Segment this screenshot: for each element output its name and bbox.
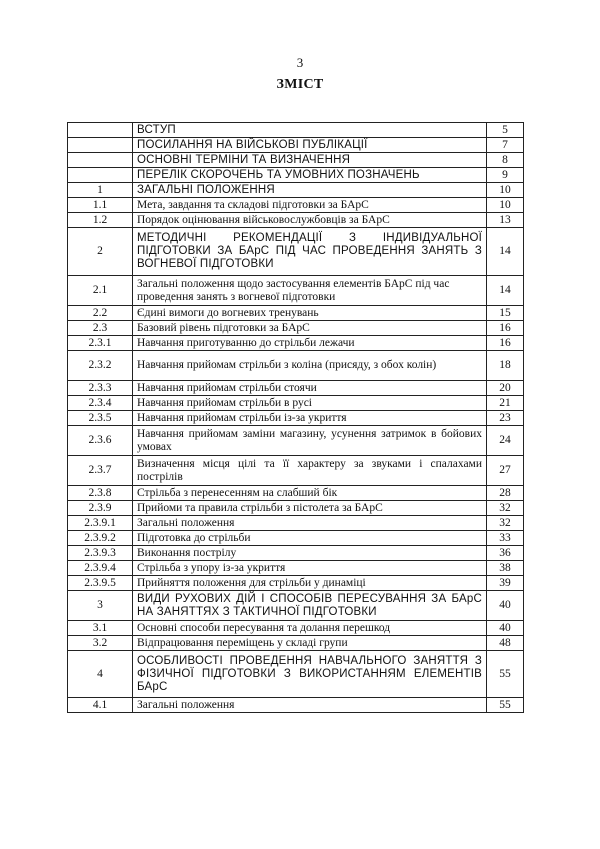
toc-page-number: 8 — [487, 153, 524, 168]
toc-row — [68, 501, 524, 516]
toc-page-number: 13 — [487, 213, 524, 228]
toc-section-number: 2.3.5 — [68, 411, 133, 426]
toc-row — [68, 576, 524, 591]
toc-section-title: Відпрацювання переміщень у складі групи — [133, 636, 487, 651]
toc-section-title: Загальні положення — [133, 698, 487, 713]
toc-page-number: 7 — [487, 138, 524, 153]
toc-section-title: ВИДИ РУХОВИХ ДІЙ І СПОСОБІВ ПЕРЕСУВАННЯ ЗА БАрС НА ЗАНЯТТЯХ З ТАКТИЧНОЇ ПІДГОТОВКИ — [133, 591, 487, 621]
toc-section-title: Прийняття положення для стрільби у динаміці — [133, 576, 487, 591]
toc-section-number: 3.2 — [68, 636, 133, 651]
toc-row — [68, 351, 524, 381]
toc-section-title: Виконання пострілу — [133, 546, 487, 561]
toc-section-title: Навчання прийомам стрільби із-за укриття — [133, 411, 487, 426]
toc-section-number: 3 — [68, 591, 133, 621]
toc-section-title: Єдині вимоги до вогневих тренувань — [133, 306, 487, 321]
toc-row — [68, 621, 524, 636]
toc-section-title: Базовий рівень підготовки за БАрС — [133, 321, 487, 336]
toc-section-number: 2.3.9.2 — [68, 531, 133, 546]
toc-page-number: 20 — [487, 381, 524, 396]
toc-section-title: Навчання приготуванню до стрільби лежачи — [133, 336, 487, 351]
toc-page-number: 32 — [487, 501, 524, 516]
toc-section-title: Загальні положення щодо застосування елементів БАрС під час проведення занять з вогневої підготовки — [133, 276, 487, 306]
toc-section-number: 2.3.9.3 — [68, 546, 133, 561]
toc-section-number: 2.2 — [68, 306, 133, 321]
toc-page-number: 16 — [487, 321, 524, 336]
toc-section-title: Основні способи пересування та долання перешкод — [133, 621, 487, 636]
toc-section-title: ЗАГАЛЬНІ ПОЛОЖЕННЯ — [133, 183, 487, 198]
toc-page-number: 55 — [487, 651, 524, 698]
toc-section-title: Стрільба з перенесенням на слабший бік — [133, 486, 487, 501]
toc-section-title: ПОСИЛАННЯ НА ВІЙСЬКОВІ ПУБЛІКАЦІЇ — [133, 138, 487, 153]
toc-row — [68, 411, 524, 426]
toc-page-number: 36 — [487, 546, 524, 561]
toc-section-title: Прийоми та правила стрільби з пістолета за БАрС — [133, 501, 487, 516]
toc-section-title: Підготовка до стрільби — [133, 531, 487, 546]
toc-page-number: 27 — [487, 456, 524, 486]
toc-row — [68, 198, 524, 213]
toc-section-title: ОСНОВНІ ТЕРМІНИ ТА ВИЗНАЧЕННЯ — [133, 153, 487, 168]
toc-page-number: 10 — [487, 198, 524, 213]
toc-section-number: 2 — [68, 228, 133, 276]
toc-page-number: 23 — [487, 411, 524, 426]
toc-row — [68, 486, 524, 501]
toc-section-number: 2.3.1 — [68, 336, 133, 351]
toc-section-number: 4 — [68, 651, 133, 698]
toc-section-number: 2.3.7 — [68, 456, 133, 486]
toc-row — [68, 456, 524, 486]
toc-row — [68, 561, 524, 576]
toc-section-title: ОСОБЛИВОСТІ ПРОВЕДЕННЯ НАВЧАЛЬНОГО ЗАНЯТТЯ З ФІЗИЧНОЇ ПІДГОТОВКИ З ВИКОРИСТАННЯМ ЕЛЕМЕНТІВ БАрС — [133, 651, 487, 698]
toc-section-number: 2.3.9.5 — [68, 576, 133, 591]
toc-row — [68, 516, 524, 531]
toc-section-number: 2.3.8 — [68, 486, 133, 501]
toc-section-number — [68, 153, 133, 168]
toc-page-number: 40 — [487, 591, 524, 621]
toc-section-title: Визначення місця цілі та її характеру за звуками і спалахами пострілів — [133, 456, 487, 486]
toc-section-title: ПЕРЕЛІК СКОРОЧЕНЬ ТА УМОВНИХ ПОЗНАЧЕНЬ — [133, 168, 487, 183]
toc-row — [68, 381, 524, 396]
toc-page-number: 18 — [487, 351, 524, 381]
toc-section-number — [68, 123, 133, 138]
toc-row — [68, 336, 524, 351]
toc-page-number: 21 — [487, 396, 524, 411]
page-title: ЗМІСТ — [276, 77, 324, 92]
toc-section-title: Мета, завдання та складові підготовки за БАрС — [133, 198, 487, 213]
toc-page-number: 32 — [487, 516, 524, 531]
toc-page-number: 14 — [487, 228, 524, 276]
toc-row — [68, 636, 524, 651]
toc-section-number: 2.3 — [68, 321, 133, 336]
toc-section-title: Навчання прийомам заміни магазину, усунення затримок в бойових умовах — [133, 426, 487, 456]
toc-row — [68, 591, 524, 621]
toc-section-number: 2.3.3 — [68, 381, 133, 396]
toc-page-number: 14 — [487, 276, 524, 306]
toc-page-number: 55 — [487, 698, 524, 713]
toc-page-number: 24 — [487, 426, 524, 456]
toc-page-number: 15 — [487, 306, 524, 321]
toc-row — [68, 228, 524, 276]
toc-section-title: Загальні положення — [133, 516, 487, 531]
toc-section-number — [68, 168, 133, 183]
toc-section-number: 2.3.9 — [68, 501, 133, 516]
toc-row — [68, 321, 524, 336]
toc-section-title: Навчання прийомам стрільби в русі — [133, 396, 487, 411]
toc-section-number: 2.3.6 — [68, 426, 133, 456]
toc-section-title: ВСТУП — [133, 123, 487, 138]
toc-section-title: Порядок оцінювання військовослужбовців за БАрС — [133, 213, 487, 228]
toc-section-number: 2.1 — [68, 276, 133, 306]
table-of-contents — [67, 122, 524, 713]
toc-row — [68, 306, 524, 321]
toc-row — [68, 531, 524, 546]
toc-row — [68, 276, 524, 306]
toc-section-number: 4.1 — [68, 698, 133, 713]
toc-section-title: Навчання прийомам стрільби з коліна (присяду, з обох колін) — [133, 351, 487, 381]
page-number: 3 — [296, 55, 304, 70]
toc-page-number: 38 — [487, 561, 524, 576]
toc-row — [68, 123, 524, 138]
toc-row — [68, 651, 524, 698]
toc-section-number — [68, 138, 133, 153]
toc-section-number: 2.3.9.4 — [68, 561, 133, 576]
toc-page-number: 9 — [487, 168, 524, 183]
toc-page-number: 5 — [487, 123, 524, 138]
toc-row — [68, 546, 524, 561]
toc-section-number: 1.1 — [68, 198, 133, 213]
toc-page-number: 39 — [487, 576, 524, 591]
toc-section-number: 1.2 — [68, 213, 133, 228]
toc-section-number: 2.3.9.1 — [68, 516, 133, 531]
toc-body — [68, 123, 524, 713]
toc-section-title: Навчання прийомам стрільби стоячи — [133, 381, 487, 396]
toc-page-number: 48 — [487, 636, 524, 651]
toc-page-number: 40 — [487, 621, 524, 636]
toc-row — [68, 396, 524, 411]
toc-row — [68, 138, 524, 153]
toc-row — [68, 698, 524, 713]
toc-section-number: 1 — [68, 183, 133, 198]
toc-row — [68, 153, 524, 168]
toc-section-number: 2.3.2 — [68, 351, 133, 381]
toc-row — [68, 168, 524, 183]
toc-section-title: МЕТОДИЧНІ РЕКОМЕНДАЦІЇ З ІНДИВІДУАЛЬНОЇ ПІДГОТОВКИ ЗА БАрС ПІД ЧАС ПРОВЕДЕННЯ ЗАНЯТЬ З ВОГНЕВОЇ ПІДГОТОВКИ — [133, 228, 487, 276]
toc-page-number: 33 — [487, 531, 524, 546]
toc-page-number: 28 — [487, 486, 524, 501]
toc-section-title: Стрільба з упору із-за укриття — [133, 561, 487, 576]
toc-row — [68, 183, 524, 198]
toc-page-number: 10 — [487, 183, 524, 198]
toc-section-number: 3.1 — [68, 621, 133, 636]
toc-section-number: 2.3.4 — [68, 396, 133, 411]
toc-row — [68, 213, 524, 228]
toc-page-number: 16 — [487, 336, 524, 351]
toc-row — [68, 426, 524, 456]
